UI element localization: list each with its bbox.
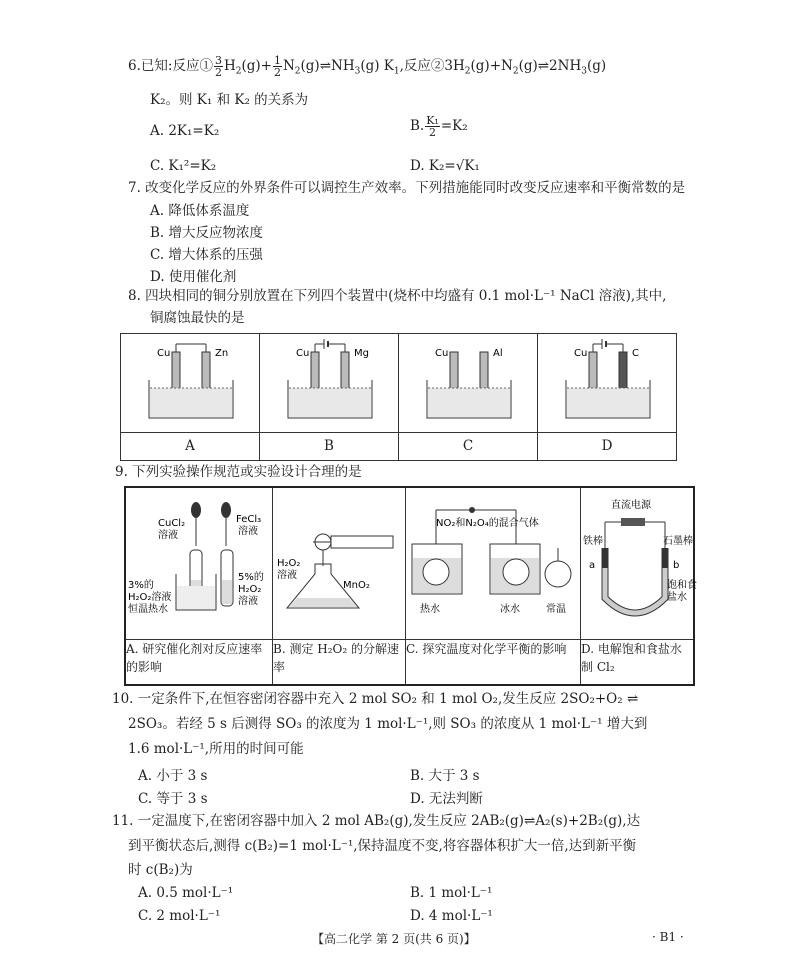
q9-d-label-b: b	[673, 560, 680, 571]
q9-a-label-hot-water: 恒温热水	[128, 604, 168, 615]
q9-a-label-h2o2: H₂O₂溶液	[128, 592, 172, 603]
q9-d-label-a: a	[589, 560, 596, 571]
q8-d-left-label: Cu	[574, 348, 588, 359]
q8-a-left-label: Cu	[157, 348, 171, 359]
q9-caption-a: A. 研究催化剂对反应速率的影响	[125, 640, 273, 685]
q9-apparatus-table	[124, 486, 695, 686]
q9-a-label-3pct: 3%的	[128, 580, 154, 591]
q9-b-label-h2o2: H₂O₂	[277, 558, 301, 569]
q9-d-label-graphite: 石墨棒	[663, 536, 693, 547]
q11-line1: 11. 一定温度下,在密闭容器中加入 2 mol AB₂(g),发生反应 2AB₂(g)⇌A₂(s)+2B₂(g),达	[112, 813, 641, 829]
q6-text: (g)⇌2NH	[518, 58, 582, 74]
q8-cell-d[interactable]	[538, 334, 677, 433]
q9-device-b	[273, 488, 405, 635]
q6-option-b[interactable]	[410, 115, 468, 138]
q9-c-label-hot: 热水	[420, 604, 440, 615]
q6-line2: K₂。则 K₁ 和 K₂ 的关系为	[150, 92, 309, 108]
q9-a-label-solution1: 溶液	[158, 530, 178, 541]
q11-option-d[interactable]: D. 4 mol·L⁻¹	[410, 908, 493, 924]
q7-stem: 7. 改变化学反应的外界条件可以调控生产效率。下列措施能同时改变反应速率和平衡常数的是	[128, 180, 686, 196]
q8-label-c: C	[399, 433, 538, 461]
q10-option-a[interactable]: A. 小于 3 s	[138, 768, 208, 784]
q8-cell-c[interactable]	[399, 334, 538, 433]
q9-a-label-5pct: 5%的	[238, 572, 264, 583]
q10-option-d[interactable]: D. 无法判断	[410, 791, 483, 807]
q9-device-d	[581, 488, 697, 635]
q6-text: ,反应②3H	[399, 58, 465, 74]
q6-line1: 6.已知:反应① $\frac{3}{2}$ $H_2(g)+$ $\frac{1}{2}$ $N_2(g)\rightleftharpoons NH_3(g)$ $K_1$,反应$②3H_2(g)+N_2(g)\rightleftharpoons 2NH_3(g)$	[128, 54, 607, 79]
q6-option-d[interactable]: D. K₂=√K₁	[410, 158, 480, 174]
q8-cell-b[interactable]	[260, 334, 399, 433]
q10-option-c[interactable]: C. 等于 3 s	[138, 791, 208, 807]
q6-option-b-suffix: =K₂	[440, 118, 468, 134]
q6-option-b-fraction: $\frac{\text{K₁}}{2}$	[426, 114, 439, 139]
q9-device-c	[406, 488, 580, 635]
q8-a-right-label: Zn	[215, 348, 229, 359]
q10-option-b[interactable]: B. 大于 3 s	[410, 768, 480, 784]
q9-a-label-h2o2-b: H₂O₂	[238, 584, 262, 595]
q8-c-left-label: Cu	[435, 348, 449, 359]
q6-text: N	[282, 58, 295, 74]
q6-option-a[interactable]: A. 2K₁=K₂	[150, 123, 220, 139]
q8-label-a: A	[121, 433, 260, 461]
q11-option-b[interactable]: B. 1 mol·L⁻¹	[410, 885, 493, 901]
page-code: · B1 ·	[652, 930, 684, 944]
q9-caption-c: C. 探究温度对化学平衡的影响	[406, 640, 581, 685]
q8-label-b: B	[260, 433, 399, 461]
q8-device-c	[399, 334, 537, 428]
q9-d-label-brine2: 盐水	[667, 592, 687, 603]
q7-option-b[interactable]: B. 增大反应物浓度	[150, 225, 264, 241]
q8-label-d: D	[538, 433, 677, 461]
q9-stem: 9. 下列实验操作规范或实验设计合理的是	[115, 464, 362, 480]
q6-number: 6.	[128, 58, 141, 74]
q10-line3: 1.6 mol·L⁻¹,所用的时间可能	[128, 741, 304, 757]
q8-stem-line1: 8. 四块相同的铜分别放置在下列四个装置中(烧杯中均盛有 0.1 mol·L⁻¹ NaCl 溶液),其中,	[128, 288, 667, 304]
q6-text: (g) K	[360, 58, 394, 74]
page-footer: 【高二化学 第 2 页(共 6 页)】	[312, 932, 476, 946]
q9-cell-b[interactable]	[273, 487, 406, 640]
q11-option-a[interactable]: A. 0.5 mol·L⁻¹	[138, 885, 234, 901]
q8-device-a	[121, 334, 259, 428]
q8-cell-a[interactable]	[121, 334, 260, 433]
q6-text: (g)+N	[470, 58, 513, 74]
q8-device-d	[538, 334, 676, 428]
q9-c-label-gas: NO₂和N₂O₄的混合气体	[436, 518, 539, 529]
q9-d-label-dc-power: 直流电源	[611, 500, 651, 511]
q9-device-a	[126, 488, 272, 635]
q11-line3: 时 c(B₂)为	[128, 862, 193, 878]
q7-option-a[interactable]: A. 降低体系温度	[150, 203, 250, 219]
q6-fraction-1-2: $\frac{1}{2}$	[273, 54, 281, 79]
q6-option-b-prefix: B.	[410, 118, 425, 134]
q8-d-right-label: C	[632, 348, 639, 359]
q9-b-label-solution: 溶液	[277, 570, 297, 581]
q9-c-label-ice: 冰水	[500, 604, 520, 615]
q9-d-label-iron-rod: 铁棒	[583, 536, 603, 547]
q8-b-right-label: Mg	[354, 348, 369, 359]
q6-option-c[interactable]: C. K₁²=K₂	[150, 158, 217, 174]
q6-text: (g)+	[241, 58, 272, 74]
q6-text: (g)⇌NH	[300, 58, 355, 74]
q10-line2: 2SO₃。若经 5 s 后测得 SO₃ 的浓度为 1 mol·L⁻¹,则 SO₃ 的浓度从 1 mol·L⁻¹ 增大到	[128, 716, 648, 732]
q6-text: (g)	[586, 58, 607, 74]
q8-device-b	[260, 334, 398, 428]
q9-a-label-solution2: 溶液	[238, 526, 258, 537]
q9-cell-a[interactable]	[125, 487, 273, 640]
q7-option-d[interactable]: D. 使用催化剂	[150, 269, 237, 285]
q11-option-c[interactable]: C. 2 mol·L⁻¹	[138, 908, 221, 924]
q8-apparatus-table	[120, 333, 677, 461]
q6-text: 已知:反应①	[140, 58, 213, 74]
q9-a-label-fecl3: FeCl₃	[236, 514, 262, 525]
q9-b-label-mno2: MnO₂	[343, 580, 370, 591]
q9-a-label-solution3: 溶液	[238, 596, 258, 607]
q8-b-left-label: Cu	[296, 348, 310, 359]
q9-c-label-room: 常温	[546, 604, 566, 615]
q8-c-right-label: Al	[493, 348, 503, 359]
q10-line1: 10. 一定条件下,在恒容密闭容器中充入 2 mol SO₂ 和 1 mol O₂,发生反应 2SO₂+O₂ ⇌	[112, 691, 639, 707]
q9-cell-d[interactable]	[581, 487, 695, 640]
q9-caption-d: D. 电解饱和食盐水制 Cl₂	[581, 640, 695, 685]
q7-option-c[interactable]: C. 增大体系的压强	[150, 247, 263, 263]
q9-a-label-cucl2: CuCl₂	[158, 518, 186, 529]
q9-caption-b: B. 测定 H₂O₂ 的分解速率	[273, 640, 406, 685]
q9-cell-c[interactable]	[406, 487, 581, 640]
q11-line2: 到平衡状态后,测得 c(B₂)=1 mol·L⁻¹,保持温度不变,将容器体积扩大一倍,达到新平衡	[128, 838, 637, 854]
q9-d-label-brine1: 饱和食	[667, 580, 697, 591]
q6-text: H	[223, 58, 236, 74]
q8-stem-line2: 铜腐蚀最快的是	[150, 310, 245, 326]
q6-fraction-3-2: $\frac{3}{2}$	[214, 54, 222, 79]
